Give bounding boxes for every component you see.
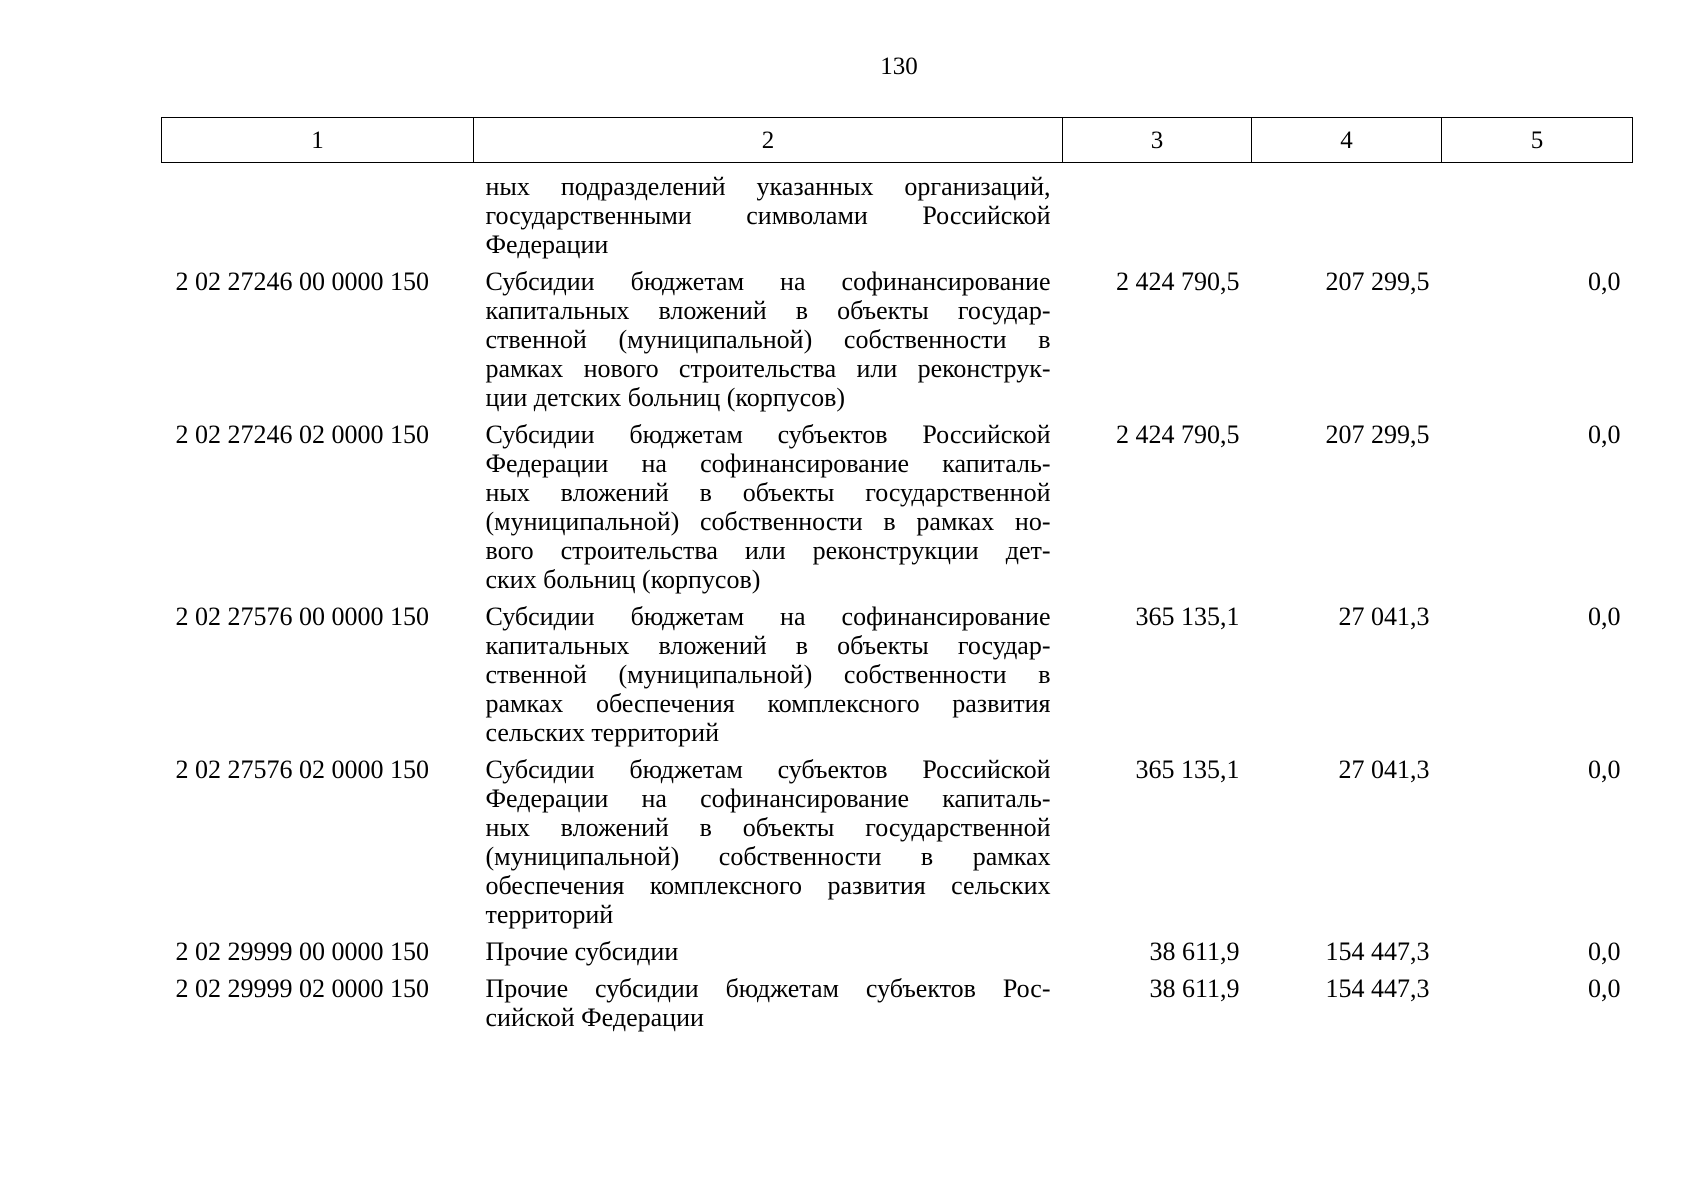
table-row <box>162 267 1633 420</box>
description-line: Прочие субсидии <box>485 937 679 966</box>
amount-cell-4 <box>1252 163 1442 268</box>
description-line: вого строительства или реконструкции дет- <box>485 536 1051 565</box>
description-cell <box>474 267 1063 420</box>
amount-cell-5 <box>1442 163 1633 268</box>
description-line: капитальных вложений в объекты государ- <box>485 631 1051 660</box>
description-line: Прочие субсидии бюджетам субъектов Рос- <box>485 974 1051 1003</box>
column-header-4: 4 <box>1252 118 1442 163</box>
description-line: Федерации на софинансирование капиталь- <box>485 784 1051 813</box>
amount-cell-5: 0,0 <box>1588 755 1621 784</box>
description-line: ных вложений в объекты государственной <box>485 478 1051 507</box>
budget-code-cell: 2 02 29999 00 0000 150 <box>175 937 429 966</box>
page-number: 130 <box>880 53 918 80</box>
description-line: ных подразделений указанных организаций, <box>485 172 1051 201</box>
description-cell <box>474 420 1063 602</box>
budget-code-cell: 2 02 27246 02 0000 150 <box>175 420 429 449</box>
description-line: Федерации на софинансирование капиталь- <box>485 449 1051 478</box>
description-line: обеспечения комплексного развития сельских <box>485 871 1051 900</box>
column-header-5: 5 <box>1442 118 1633 163</box>
description-cell <box>474 937 1063 974</box>
amount-cell-5: 0,0 <box>1588 420 1621 449</box>
table-row <box>162 163 1633 268</box>
table-row <box>162 602 1633 755</box>
column-header-3: 3 <box>1063 118 1252 163</box>
column-header-1: 1 <box>162 118 474 163</box>
description-line: сийской Федерации <box>485 1003 704 1032</box>
header-row <box>162 118 1633 163</box>
description-line: Субсидии бюджетам на софинансирование <box>485 267 1051 296</box>
description-line: ных вложений в объекты государственной <box>485 813 1051 842</box>
description-line: капитальных вложений в объекты государ- <box>485 296 1051 325</box>
amount-cell-4: 207 299,5 <box>1325 420 1430 449</box>
table-header <box>162 118 1633 163</box>
description-line: Субсидии бюджетам на софинансирование <box>485 602 1051 631</box>
amount-cell-4: 27 041,3 <box>1338 755 1430 784</box>
description-cell <box>474 974 1063 1040</box>
description-line: ских больниц (корпусов) <box>485 565 761 594</box>
description-line: Субсидии бюджетам субъектов Российской <box>485 755 1051 784</box>
description-line: (муниципальной) собственности в рамках <box>485 842 1051 871</box>
description-line: рамках обеспечения комплексного развития <box>485 689 1051 718</box>
amount-cell-4: 154 447,3 <box>1325 974 1430 1003</box>
amount-cell-3: 38 611,9 <box>1149 974 1240 1003</box>
description-line: государственными символами Российской <box>485 201 1051 230</box>
table-row <box>162 420 1633 602</box>
description-line: ственной (муниципальной) собственности в <box>485 660 1051 689</box>
amount-cell-4: 154 447,3 <box>1325 937 1430 966</box>
amount-cell-5: 0,0 <box>1588 602 1621 631</box>
description-line: Субсидии бюджетам субъектов Российской <box>485 420 1051 449</box>
description-cell <box>474 602 1063 755</box>
budget-code-cell: 2 02 29999 02 0000 150 <box>175 974 429 1003</box>
amount-cell-5: 0,0 <box>1588 974 1621 1003</box>
description-line: рамках нового строительства или реконструк- <box>485 354 1051 383</box>
description-line: ции детских больниц (корпусов) <box>485 383 846 412</box>
amount-cell-5: 0,0 <box>1588 267 1621 296</box>
budget-code-cell: 2 02 27576 02 0000 150 <box>175 755 429 784</box>
table-row <box>162 937 1633 974</box>
column-header-2: 2 <box>474 118 1063 163</box>
description-line: сельских территорий <box>485 718 719 747</box>
amount-cell-4: 27 041,3 <box>1338 602 1430 631</box>
table-row <box>162 755 1633 937</box>
amount-cell-3: 2 424 790,5 <box>1116 267 1240 296</box>
table-row <box>162 974 1633 1040</box>
budget-code-cell <box>162 163 474 268</box>
budget-code-cell: 2 02 27246 00 0000 150 <box>175 267 429 296</box>
table-body <box>162 163 1633 1041</box>
description-cell <box>474 755 1063 937</box>
description-line: ственной (муниципальной) собственности в <box>485 325 1051 354</box>
description-line: (муниципальной) собственности в рамках но- <box>485 507 1051 536</box>
amount-cell-4: 207 299,5 <box>1325 267 1430 296</box>
amount-cell-3: 38 611,9 <box>1149 937 1240 966</box>
amount-cell-5: 0,0 <box>1588 937 1621 966</box>
description-line: территорий <box>485 900 614 929</box>
amount-cell-3: 365 135,1 <box>1135 755 1240 784</box>
amount-cell-3: 2 424 790,5 <box>1116 420 1240 449</box>
description-cell <box>474 163 1063 268</box>
amount-cell-3: 365 135,1 <box>1135 602 1240 631</box>
amount-cell-3 <box>1063 163 1252 268</box>
budget-table <box>161 117 1633 1040</box>
description-line: Федерации <box>485 230 609 259</box>
budget-code-cell: 2 02 27576 00 0000 150 <box>175 602 429 631</box>
